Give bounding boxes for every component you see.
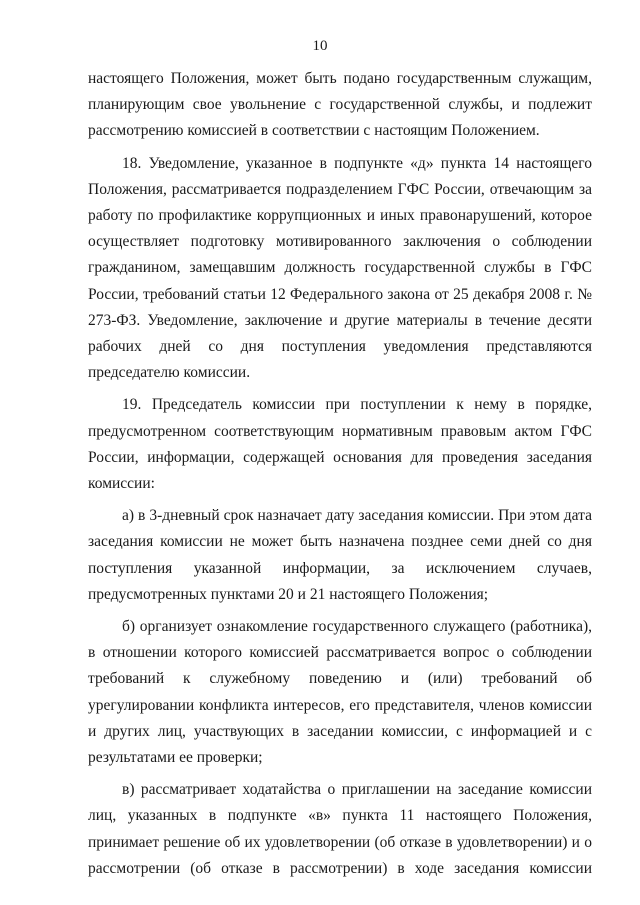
paragraph-18: 18. Уведомление, указанное в подпункте «д» пункта 14 настоящего Положения, рассматривается подразделением ГФС России, отвечающим за работу по профилактике коррупционных и иных правонарушений, которое осуществляет подготовку мотивированного заключения о соблюдении гражданином, замещавшим должность государственной службы в ГФС России, требований статьи 12 Федерального закона от 25 декабря 2008 г. № 273-ФЗ. Уведомление, заключение и другие материалы в течение десяти рабочих дней со дня поступления уведомления представляются председателю комиссии. — [88, 154, 592, 382]
paragraph-19-b: б) организует ознакомление государственного служащего (работника), в отношении которого комиссией рассматривается вопрос о соблюдении требований к служебному поведению и (или) требований об урегулировании конфликта интересов, его представителя, членов комиссии и других лиц, участвующих в заседании комиссии, с информацией и с результатами ее проверки; — [88, 618, 592, 767]
document-body — [88, 66, 592, 882]
paragraph-19: 19. Председатель комиссии при поступлении к нему в порядке, предусмотренном соответствующим нормативным правовым актом ГФС России, информации, содержащей основания для проведения заседания комиссии: — [88, 396, 592, 493]
paragraph-19-a: а) в 3-дневный срок назначает дату заседания комиссии. При этом дата заседания комиссии не может быть назначена позднее семи дней со дня поступления указанной информации, за исключением случаев, предусмотренных пунктами 20 и 21 настоящего Положения; — [88, 507, 592, 603]
page-number: 10 — [312, 38, 328, 54]
paragraph-19-v: в) рассматривает ходатайства о приглашении на заседание комиссии лиц, указанных в подпункте «в» пункта 11 настоящего Положения, принимает решение об их удовлетворении (об отказе в удовлетворении) и о рассмотрении (об отказе в рассмотрении) в ходе заседания комиссии — [88, 781, 592, 877]
paragraph-continuation: настоящего Положения, может быть подано государственным служащим, планирующим свое увольнение с государственной службы, и подлежит рассмотрению комиссией в соответствии с настоящим Положением. — [88, 70, 592, 140]
